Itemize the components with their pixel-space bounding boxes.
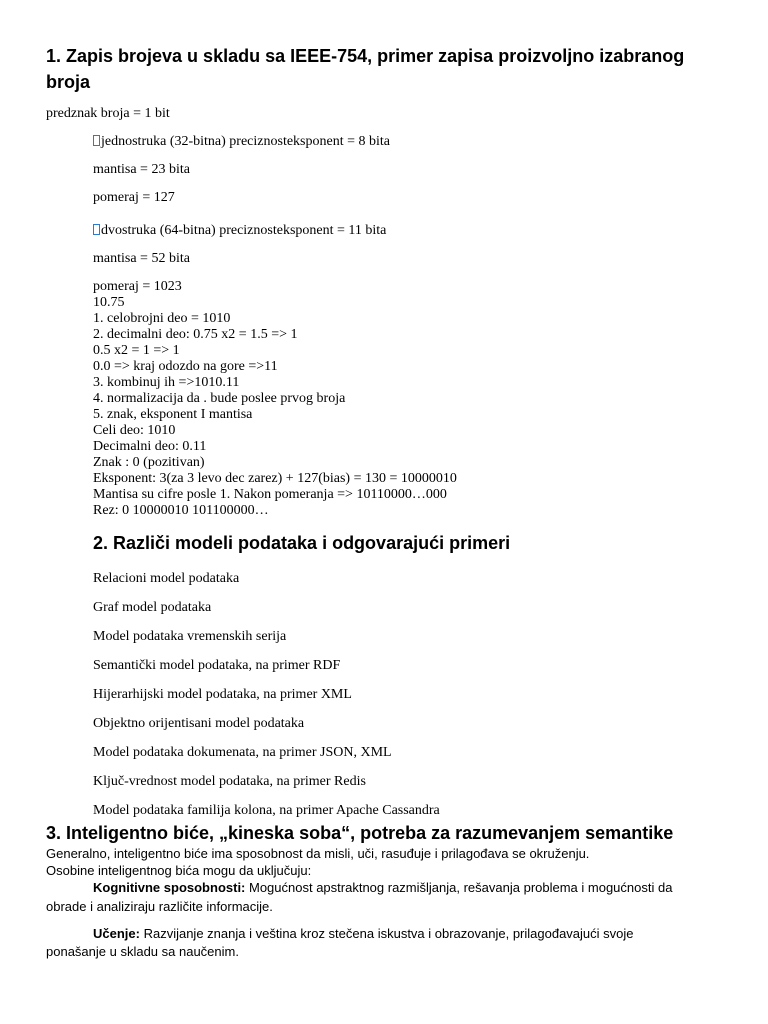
bullet-glyph-icon: [93, 224, 100, 235]
learning-text: Razvijanje znanja i veština kroz stečena iskustva i obrazovanje, prilagođavajući svoje: [139, 926, 634, 941]
cognitive-text: Mogućnost apstraktnog razmišljanja, rešavanja problema i mogućnosti da: [245, 880, 673, 895]
conversion-example: [93, 279, 457, 519]
double-precision-line: [93, 223, 386, 239]
example-line: Mantisa su cifre posle 1. Nakon pomeranja => 10110000…000: [93, 487, 447, 502]
example-line: 1. celobrojni deo = 1010: [93, 311, 231, 326]
example-line: pomeraj = 1023: [93, 279, 182, 294]
intro-line: Osobine inteligentnog bića mogu da uključuju:: [46, 863, 312, 878]
example-line: 2. decimalni deo: 0.75 x2 = 1.5 => 1: [93, 327, 298, 342]
cognitive-paragraph: [93, 879, 672, 897]
example-line: 3. kombinuj ih =>1010.11: [93, 375, 240, 390]
section1-title: 1. Zapis brojeva u skladu sa IEEE-754, primer zapisa proizvoljno izabranog: [46, 46, 685, 66]
list-item: Model podataka dokumenata, na primer JSON, XML: [93, 745, 392, 760]
cognitive-label: Kognitivne sposobnosti:: [93, 880, 246, 895]
list-item: Objektno orijentisani model podataka: [93, 716, 305, 731]
example-line: 4. normalizacija da . bude poslee prvog broja: [93, 391, 346, 406]
list-item: Ključ-vrednost model podataka, na primer Redis: [93, 774, 366, 789]
learning-paragraph-cont: ponašanje u skladu sa naučenim.: [46, 944, 239, 959]
example-line: Eksponent: 3(za 3 levo dec zarez) + 127(bias) = 130 = 10000010: [93, 471, 457, 486]
example-line: Znak : 0 (pozitivan): [93, 455, 205, 470]
list-item: Semantički model podataka, na primer RDF: [93, 658, 341, 673]
learning-label: Učenje:: [93, 926, 140, 941]
cognitive-paragraph-cont: obrade i analiziraju različite informacije.: [46, 899, 273, 914]
example-line: Decimalni deo: 0.11: [93, 439, 207, 454]
double-precision-text: dvostruka (64-bitna) preciznosteksponent = 11 bita: [101, 223, 387, 238]
list-item: Relacioni model podataka: [93, 571, 240, 586]
example-line: 0.0 => kraj odozdo na gore =>11: [93, 359, 278, 374]
sign-bit-line: predznak broja = 1 bit: [46, 106, 170, 121]
example-line: 5. znak, eksponent I mantisa: [93, 407, 253, 422]
section1-title-cont: broja: [46, 72, 91, 92]
intro-line: Generalno, inteligentno biće ima sposobnost da misli, uči, rasuđuje i prilagođava se okruženju.: [46, 846, 590, 861]
bullet-glyph-icon: [93, 135, 100, 146]
list-item: Model podataka familija kolona, na primer Apache Cassandra: [93, 803, 440, 818]
double-mantissa-line: mantisa = 52 bita: [93, 251, 190, 266]
example-line: Rez: 0 10000010 101100000…: [93, 503, 269, 518]
single-precision-text: jednostruka (32-bitna) preciznosteksponent = 8 bita: [101, 134, 390, 149]
section3-title: 3. Inteligentno biće, „kineska soba“, potreba za razumevanjem semantike: [46, 823, 674, 843]
example-line: 10.75: [93, 295, 125, 310]
single-mantissa-line: mantisa = 23 bita: [93, 162, 190, 177]
single-bias-line: pomeraj = 127: [93, 190, 175, 205]
list-item: Model podataka vremenskih serija: [93, 629, 287, 644]
section2-title: 2. Različi modeli podataka i odgovarajući primeri: [93, 533, 511, 553]
example-line: 0.5 x2 = 1 => 1: [93, 343, 180, 358]
learning-paragraph: [93, 925, 634, 943]
list-item: Hijerarhijski model podataka, na primer XML: [93, 687, 352, 702]
single-precision-line: [93, 134, 390, 150]
list-item: Graf model podataka: [93, 600, 212, 615]
example-line: Celi deo: 1010: [93, 423, 176, 438]
